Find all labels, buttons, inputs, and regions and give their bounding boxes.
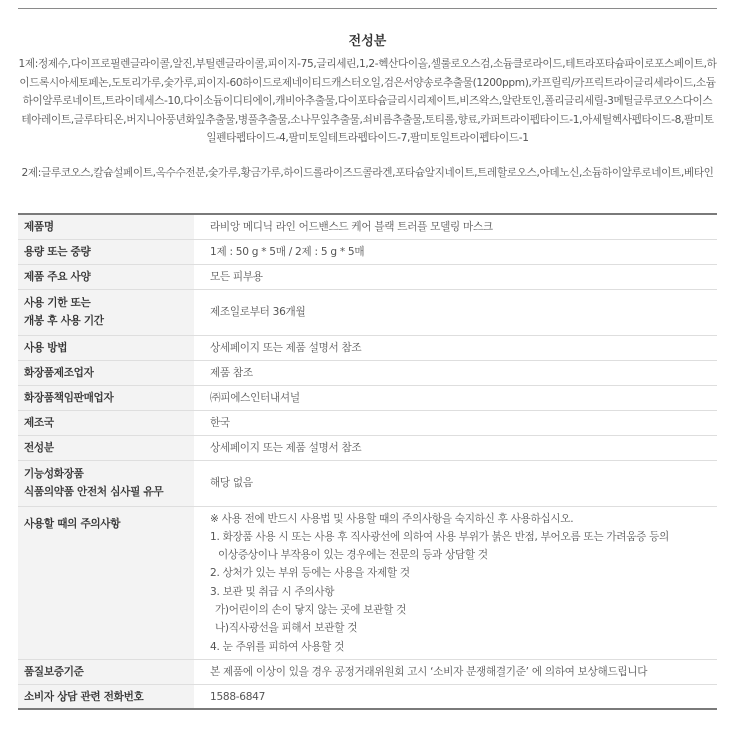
functional-label	[18, 460, 194, 506]
quality-value: 본 제품에 이상이 있을 경우 공정거래위원회 고시 ‘소비자 분쟁해결기준’ 에 의하여 보상해드립니다	[210, 665, 648, 678]
country-label: 제조국	[18, 410, 194, 435]
table-row	[18, 335, 717, 360]
caution-value	[194, 506, 717, 659]
table-row	[18, 385, 717, 410]
caution-line: ※ 사용 전에 반드시 사용법 및 사용할 때의 주의사항을 숙지하신 후 사용하십시오.	[210, 512, 574, 525]
product-name-value: 라비앙 메디닉 라인 어드밴스드 케어 블랙 트러플 모델링 마스크	[210, 220, 493, 233]
ingredients-row-value: 상세페이지 또는 제품 설명서 참조	[210, 441, 362, 454]
usage-value: 상세페이지 또는 제품 설명서 참조	[210, 341, 362, 354]
quality-label: 품질보증기준	[18, 659, 194, 684]
seller-label: 화장품책임판매업자	[18, 385, 194, 410]
functional-value: 해당 없음	[210, 477, 253, 489]
manufacturer-value: 제품 참조	[210, 366, 253, 379]
spec-value: 모든 피부용	[210, 270, 263, 283]
volume-value: 1제 : 50 g * 5매 / 2제 : 5 g * 5매	[210, 245, 365, 258]
table-row	[18, 214, 717, 239]
caution-line: 나)직사광선을 피해서 보관할 것	[215, 622, 358, 635]
table-row	[18, 684, 717, 709]
volume-label: 용량 또는 중량	[18, 239, 194, 264]
caution-line: 1. 화장품 사용 시 또는 사용 후 직사광선에 의하여 사용 부위가 붉은 반점, 부어오름 또는 가려움증 등의	[210, 530, 669, 543]
table-row	[18, 410, 717, 435]
functional-label-line1: 기능성화장품	[24, 468, 84, 480]
caution-line: 4. 눈 주위를 피하여 사용할 것	[210, 640, 345, 653]
caution-line: 이상증상이나 부작용이 있는 경우에는 전문의 등과 상담할 것	[218, 549, 488, 562]
table-row	[18, 289, 717, 335]
table-row	[18, 435, 717, 460]
ingredients-list	[18, 55, 717, 183]
table-row	[18, 659, 717, 684]
ingredients-part1: 1제:정제수,다이프로필렌글라이콜,알진,부틸렌글라이콜,피이지-75,글리세린,1,2-헥산다이올,셀룰로오스검,소듐클로라이드,테트라포타슘파이로포스페이트,하이드록시아세토페논,도토리가루,숯가루,피이지-60하이드로제네이티드캐스터오일,검은서양송로추출물(1200ppm),카프릴릭/카프릭트라이글리세라이드,소듐하이알루로네이트,트라이데세스-10,다이소듐이디티에이,캐비아추출물,다이포타슘글리시리제이트,비즈왁스,알란토인,폴리글리세릴-3메틸글루코오스다이스테아레이트,글루타티온,버지니아풍년화잎추출물,병풀추출물,소나무잎추출물,쇠비름추출물,토티롤,향료,카퍼트라이펩타이드-1,아세틸헥사펩타이드-8,팔미토일펜타펩타이드-4,팔미토일테트라펩타이드-7,팔미토일트라이펩타이드-1	[18, 58, 717, 145]
expiry-label-line1: 사용 기한 또는	[24, 297, 91, 309]
ingredients-title: 전성분	[348, 34, 387, 49]
expiry-label	[18, 289, 194, 335]
ingredients-row-label: 전성분	[18, 435, 194, 460]
caution-line: 3. 보관 및 취급 시 주의사항	[210, 585, 335, 598]
seller-value: ㈜피에스인터내셔널	[210, 391, 300, 404]
spec-label: 제품 주요 사양	[18, 264, 194, 289]
manufacturer-label: 화장품제조업자	[18, 360, 194, 385]
expiry-label-line2: 개봉 후 사용 기간	[24, 315, 104, 327]
table-row	[18, 264, 717, 289]
caution-label: 사용할 때의 주의사항	[18, 506, 194, 659]
ingredients-part2: 2제:글루코오스,칼슘설페이트,옥수수전분,숯가루,황금가루,하이드롤라이즈드콜라겐,포타슘알지네이트,트레할로오스,아데노신,소듐하이알루로네이트,베타인	[21, 166, 714, 179]
table-row	[18, 360, 717, 385]
table-row	[18, 460, 717, 506]
phone-label: 소비자 상담 관련 전화번호	[18, 684, 194, 709]
table-row	[18, 506, 717, 659]
table-row	[18, 239, 717, 264]
product-info-table	[18, 213, 717, 710]
caution-line: 2. 상처가 있는 부위 등에는 사용을 자제할 것	[210, 567, 410, 580]
usage-label: 사용 방법	[18, 335, 194, 360]
top-divider	[18, 8, 717, 9]
phone-value: 1588-6847	[210, 690, 266, 703]
functional-label-line2: 식품의약품 안전처 심사필 유무	[24, 486, 164, 498]
product-name-label: 제품명	[18, 214, 194, 239]
expiry-value: 제조일로부터 36개월	[210, 306, 306, 318]
caution-line: 가)어린이의 손이 닿지 않는 곳에 보관할 것	[215, 603, 407, 616]
country-value: 한국	[210, 416, 230, 429]
